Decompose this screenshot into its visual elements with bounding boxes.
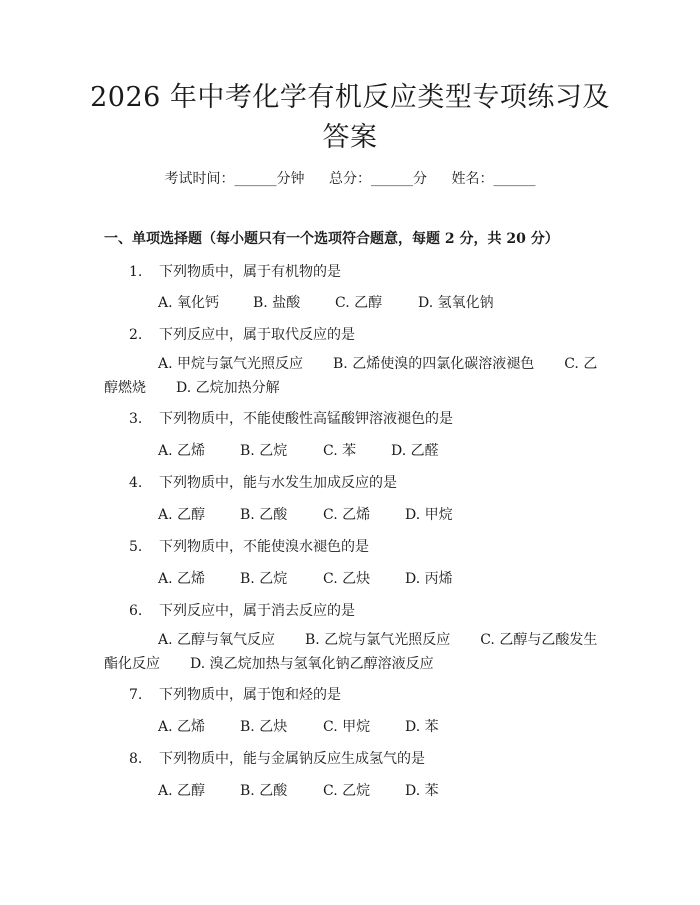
option-b: B. 乙酸 [240,783,288,799]
option-b: B. 乙烯使溴的四氯化碳溶液褪色 [333,356,535,372]
option-a: A. 乙烯 [158,571,206,587]
question-text: 下列物质中，不能使酸性高锰酸钾溶液褪色的是 [159,411,453,427]
question-6-options [104,628,604,676]
option-d: D. 苯 [405,719,439,735]
student-name-field [451,171,535,187]
option-d: D. 苯 [405,783,439,799]
question-3-options [158,440,439,460]
option-c: C. 甲烷 [323,719,371,735]
question-number: 2. [129,327,143,343]
option-c: C. 乙醇燃烧 [104,356,598,396]
exam-time-label: 考试时间： [164,171,235,187]
option-b: B. 盐酸 [253,295,301,311]
question-text: 下列物质中，属于饱和烃的是 [159,687,341,703]
option-c: C. 乙炔 [323,571,371,587]
option-b: B. 乙烷 [240,571,288,587]
question-7-options [158,716,439,736]
question-5-options [158,568,453,588]
option-a: A. 乙醇与氧气反应 [158,632,276,648]
question-8-options [158,780,439,800]
option-d: D. 甲烷 [405,507,453,523]
question-1-options [158,292,494,312]
question-4 [129,472,397,492]
total-score-blank: ______ [371,171,413,187]
option-a: A. 甲烷与氯气光照反应 [158,356,304,372]
question-5 [129,536,369,556]
question-2-options [104,352,604,400]
option-d: D. 丙烯 [405,571,453,587]
section-heading: 一、单项选择题（每小题只有一个选项符合题意，每题 2 分，共 20 分） [104,231,559,247]
option-d: D. 氢氧化钠 [418,295,494,311]
question-7 [129,684,341,704]
document-title: 2026 年中考化学有机反应类型专项练习及答案 [90,82,610,153]
student-name-blank: ______ [493,171,536,187]
exam-time-blank: ______ [234,171,277,187]
option-b: B. 乙烷 [240,443,288,459]
question-number: 3. [129,411,143,427]
question-number: 1. [129,264,143,280]
student-name-label: 姓名： [451,171,494,187]
question-number: 4. [129,475,143,491]
option-c: C. 乙醇与乙酸发生酯化反应 [104,632,598,672]
exam-info-line [0,168,700,188]
option-c: C. 乙烯 [323,507,371,523]
question-text: 下列反应中，属于消去反应的是 [159,603,355,619]
total-score-unit: 分 [413,171,427,187]
question-text: 下列物质中，能与水发生加成反应的是 [159,475,397,491]
option-a: A. 乙烯 [158,719,206,735]
option-a: A. 氧化钙 [158,295,220,311]
option-b: B. 乙炔 [240,719,288,735]
question-text: 下列物质中，能与金属钠反应生成氢气的是 [159,751,425,767]
total-score-label: 总分： [329,171,371,187]
question-6 [129,600,355,620]
option-a: A. 乙烯 [158,443,206,459]
question-number: 8. [129,751,143,767]
option-d: D. 乙烷加热分解 [176,380,280,396]
option-b: B. 乙酸 [240,507,288,523]
total-score-field [329,171,427,187]
question-4-options [158,504,453,524]
option-b: B. 乙烷与氯气光照反应 [305,632,451,648]
question-number: 6. [129,603,143,619]
question-8 [129,748,425,768]
question-1 [129,261,341,281]
option-c: C. 苯 [323,443,357,459]
option-d: D. 溴乙烷加热与氢氧化钠乙醇溶液反应 [190,656,434,672]
question-text: 下列物质中，属于有机物的是 [159,264,341,280]
option-a: A. 乙醇 [158,783,206,799]
option-c: C. 乙醇 [335,295,383,311]
option-a: A. 乙醇 [158,507,206,523]
question-number: 7. [129,687,143,703]
question-number: 5. [129,539,143,555]
exam-time-field [165,171,305,187]
option-c: C. 乙烷 [323,783,371,799]
question-text: 下列物质中，不能使溴水褪色的是 [159,539,369,555]
question-2 [129,324,355,344]
question-3 [129,408,453,428]
option-d: D. 乙醛 [391,443,439,459]
exam-time-unit: 分钟 [276,171,305,187]
question-text: 下列反应中，属于取代反应的是 [159,327,355,343]
